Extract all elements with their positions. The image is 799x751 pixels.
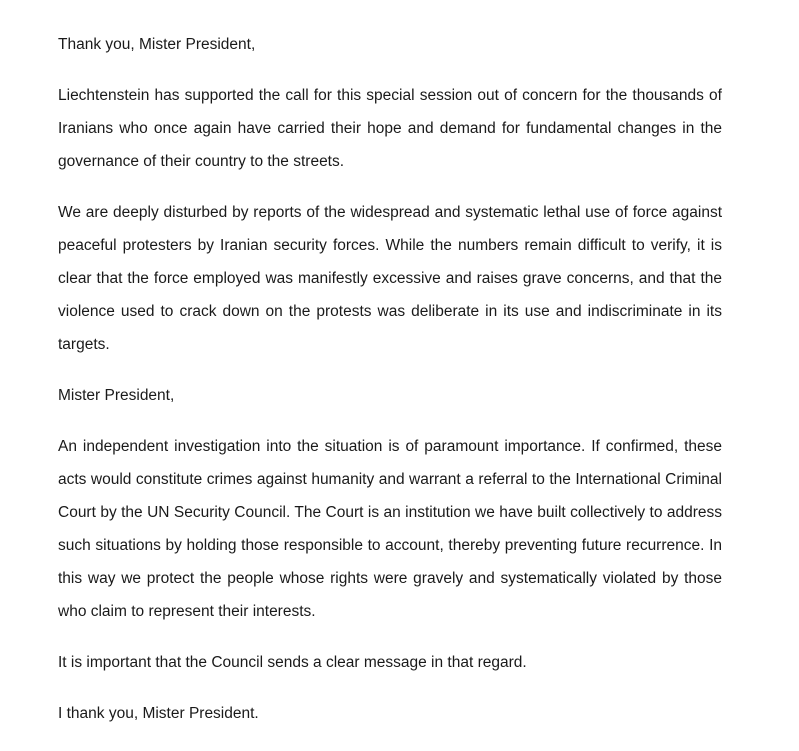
paragraph-clear-message: It is important that the Council sends a clear message in that regard. [58, 654, 527, 671]
statement-document [58, 28, 722, 730]
paragraph-concern: Liechtenstein has supported the call for this special session out of concern for the thousands of Iranians who once again have carried their hope and demand for fundamental changes in the governance of their country to the streets. [58, 87, 722, 170]
salutation: Thank you, Mister President, [58, 36, 256, 53]
closing: I thank you, Mister President. [58, 705, 259, 722]
paragraph-disturbed: We are deeply disturbed by reports of the widespread and systematic lethal use of force against peaceful protesters by Iranian security forces. While the numbers remain difficult to verify, it is clear that the force employed was manifestly excessive and raises grave concerns, and that the violence used to crack down on the protests was deliberate in its use and indiscriminate in its targets. [58, 204, 722, 353]
address-mister-president: Mister President, [58, 387, 175, 404]
paragraph-investigation: An independent investigation into the situation is of paramount importance. If confirmed, these acts would constitute crimes against humanity and warrant a referral to the International Criminal Court by the UN Security Council. The Court is an institution we have built collectively to address such situations by holding those responsible to account, thereby preventing future recurrence. In this way we protect the people whose rights were gravely and systematically violated by those who claim to represent their interests. [58, 438, 722, 620]
